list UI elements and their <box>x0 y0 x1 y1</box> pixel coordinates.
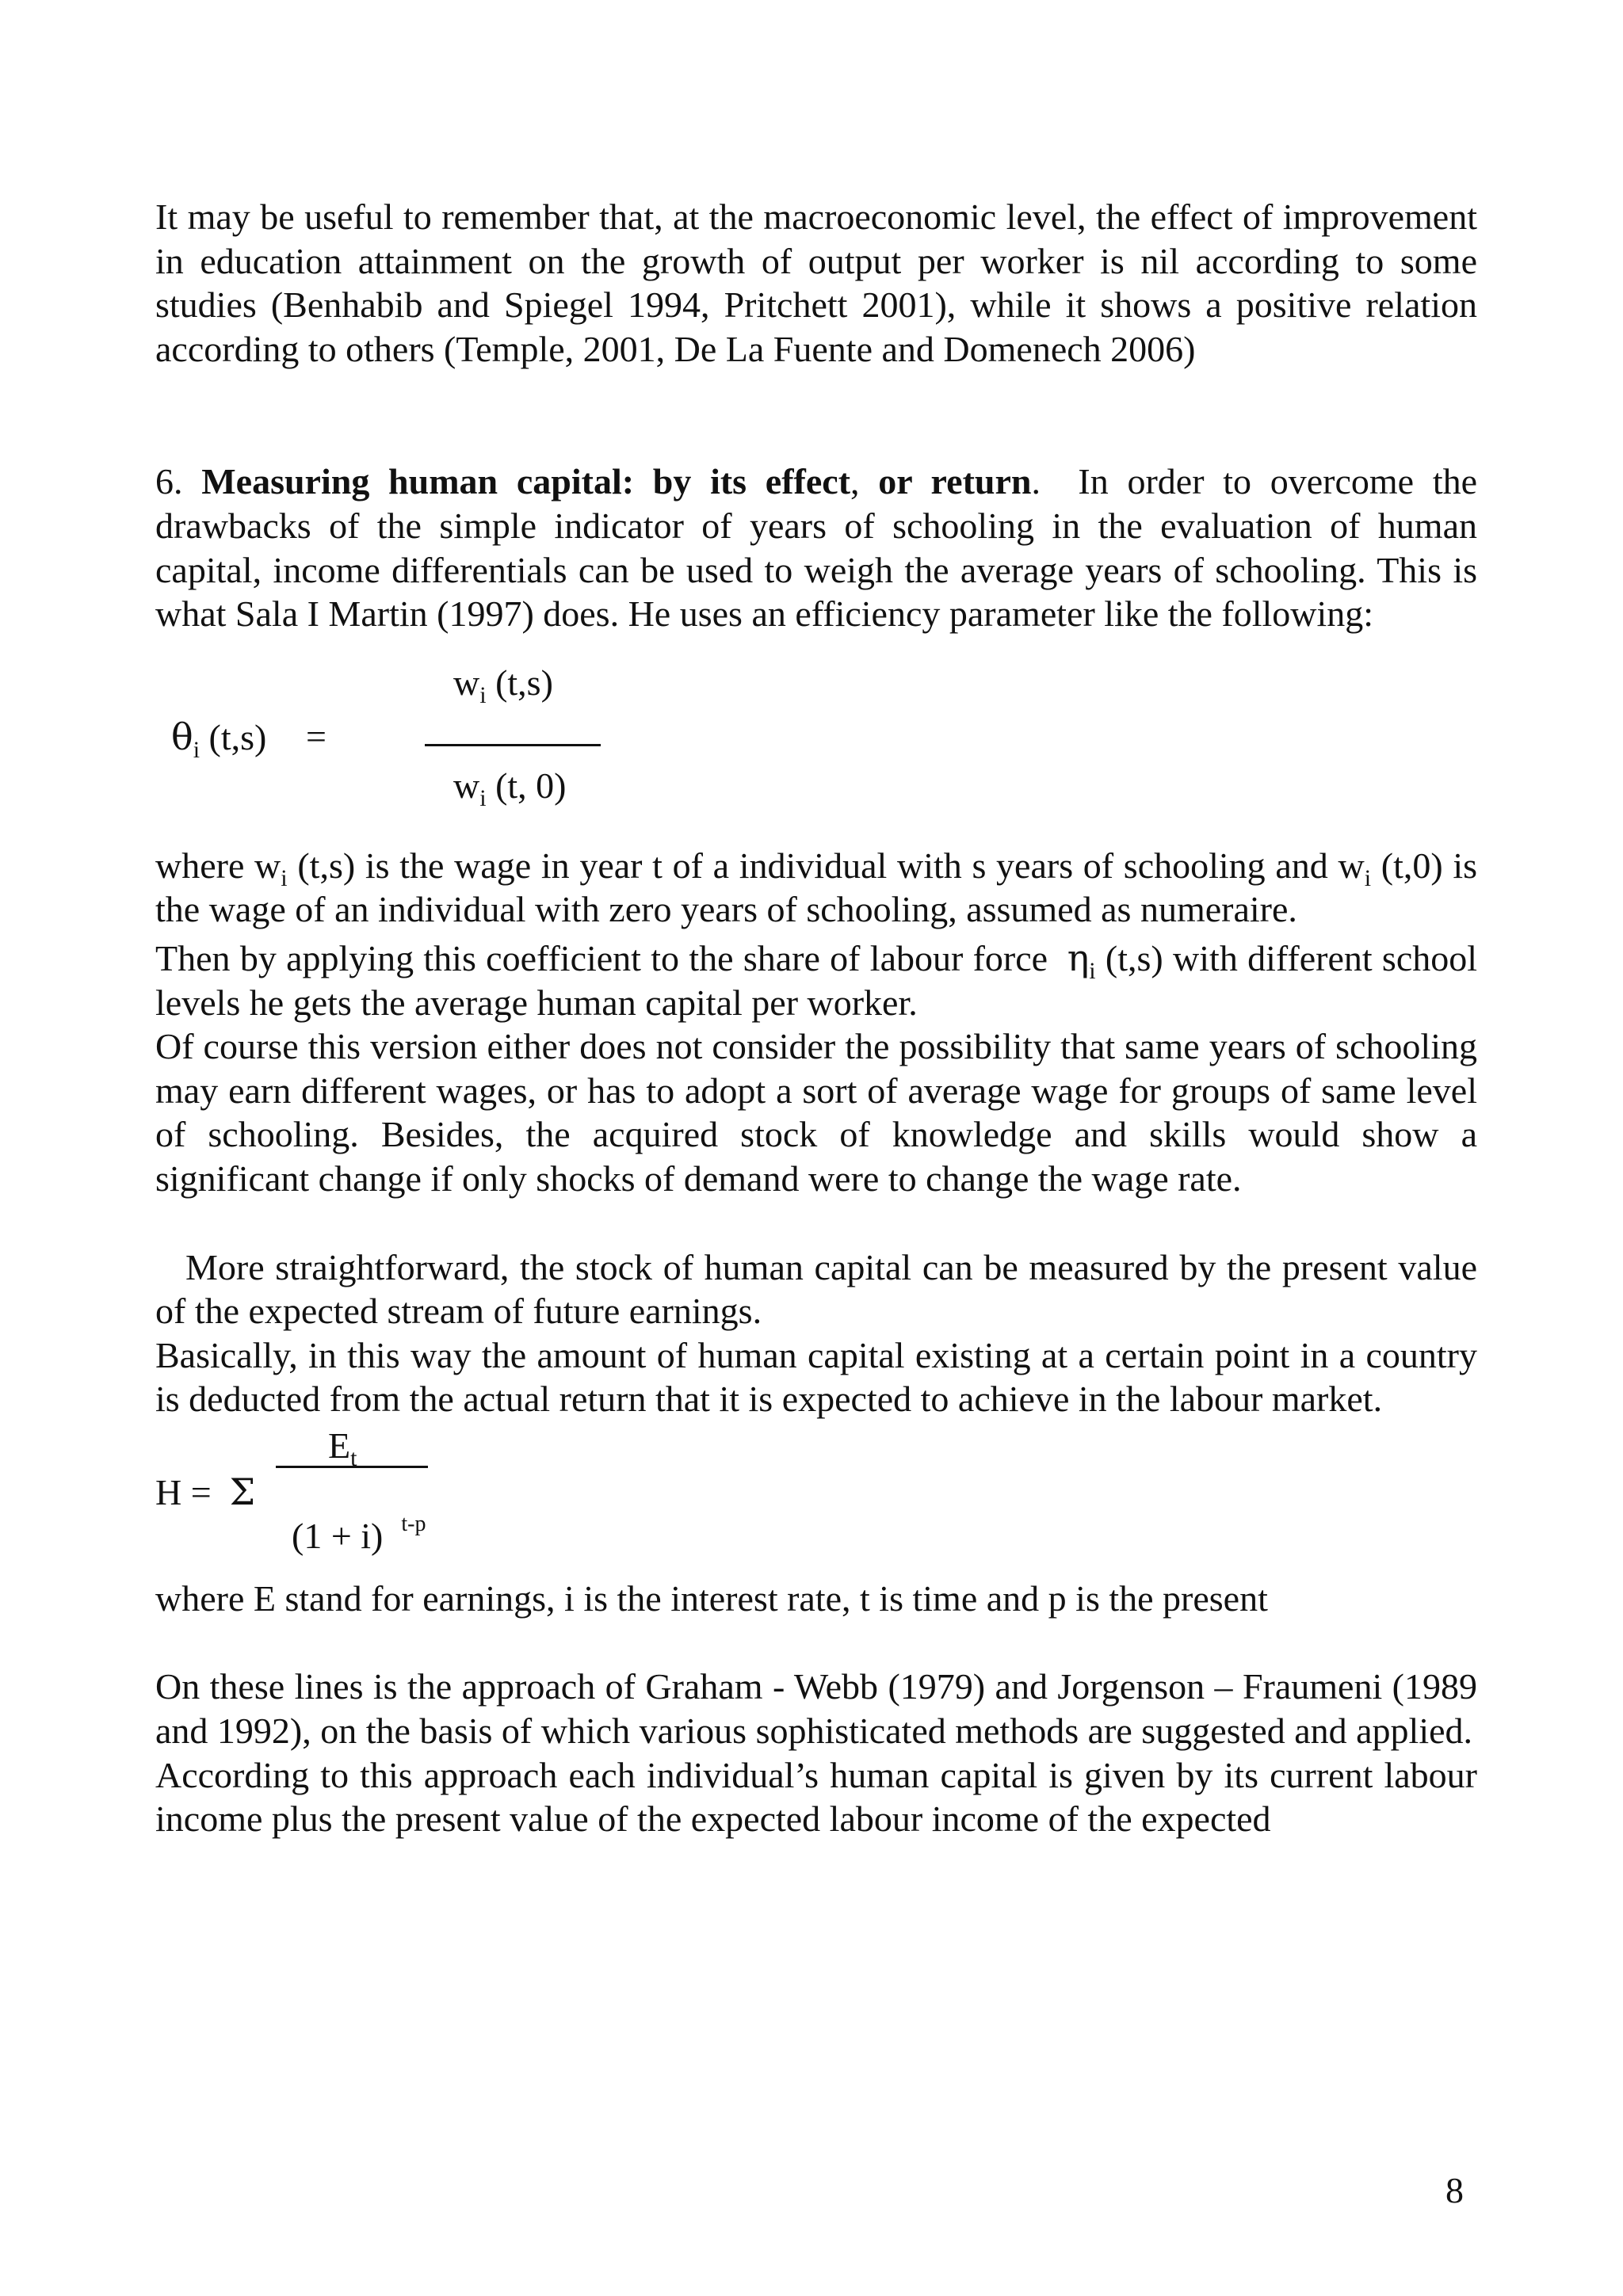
section-heading-part2: or return <box>878 461 1032 502</box>
spacer <box>155 371 1477 460</box>
equation2-numerator <box>328 1425 357 1471</box>
numerator-subscript: t <box>350 1444 357 1471</box>
section-number: 6. <box>155 461 183 502</box>
equals-sign: = <box>306 715 327 757</box>
spacer <box>155 636 1477 647</box>
subscript: i <box>1364 864 1372 891</box>
eta-symbol: η <box>1067 936 1090 979</box>
section-body: In order to overcome the drawbacks of the simple indicator of years of schooling in the evaluation of human capital, income differentials can be used to weigh the average years of schooling. This is what Sala I Martin (1997) does. He uses an efficiency parameter like the following: <box>155 461 1478 635</box>
equation-efficiency-parameter <box>155 647 1477 844</box>
denominator-variable: w <box>453 765 480 806</box>
equation1-lhs <box>171 715 267 763</box>
subscript: i <box>281 864 288 891</box>
section-heading-end: . <box>1031 461 1041 502</box>
section-6-paragraph <box>155 460 1477 635</box>
text-run: Then by applying this coefficient to the share of labour force <box>155 937 1048 978</box>
equation1-denominator <box>453 765 567 811</box>
text-run: (t,0) is the wage of an individual with zero years of schooling, assumed as numeraire. <box>155 845 1478 930</box>
equation2-lhs <box>155 1470 255 1513</box>
equation1-lhs-args: (t,s) <box>208 716 267 757</box>
numerator-subscript: i <box>479 681 487 708</box>
sigma-symbol: Σ <box>229 1470 256 1513</box>
denominator-subscript: i <box>479 784 487 811</box>
h-equals: H = <box>155 1471 212 1512</box>
equation1-lhs-subscript: i <box>193 736 200 763</box>
equation1-numerator <box>453 662 553 708</box>
spacer <box>155 1201 1477 1245</box>
section-heading-separator: , <box>850 461 860 502</box>
denominator-exponent: t-p <box>401 1511 426 1536</box>
spacer <box>155 1620 1477 1665</box>
paragraph-where-earnings: where E stand for earnings, i is the interest rate, t is time and p is the present <box>155 1577 1268 1619</box>
numerator-variable: E <box>328 1425 351 1466</box>
paragraph-then-applying <box>155 936 1477 1024</box>
fraction-bar <box>276 1466 428 1468</box>
equation2-denominator <box>292 1511 426 1557</box>
fraction-bar <box>425 744 601 746</box>
text-run: (t,s) is the wage in year t of a individual with s years of schooling and w <box>297 845 1365 886</box>
text-run: where w <box>155 845 281 886</box>
theta-symbol: θ <box>171 715 193 758</box>
page-content <box>155 195 1477 1841</box>
section-heading-part1: Measuring human capital: by its effect <box>201 461 851 502</box>
denominator-base: (1 + i) <box>292 1515 384 1556</box>
denominator-args: (t, 0) <box>495 765 567 806</box>
text-run: (t,s) with different school levels he gets the average human capital per worker. <box>155 937 1478 1023</box>
subscript: i <box>1089 957 1096 984</box>
paragraph-where-wage <box>155 844 1477 932</box>
numerator-args: (t,s) <box>495 662 553 703</box>
paragraph-straightforward: More straightforward, the stock of human capital can be measured by the present value of the expected stream of future earnings. <box>155 1246 1477 1332</box>
paragraph-according: According to this approach each individual’s human capital is given by its current labour income plus the present value of the expected labour income of the expected <box>155 1754 1477 1840</box>
numerator-variable: w <box>453 662 480 703</box>
paragraph-on-these-lines: On these lines is the approach of Graham - Webb (1979) and Jorgenson – Fraumeni (1989 and 1992), on the basis of which various sophisticated methods are suggested and applied. <box>155 1666 1477 1752</box>
paragraph-basically: Basically, in this way the amount of human capital existing at a certain point in a country is deducted from the actual return that it is expected to achieve in the labour market. <box>155 1334 1477 1420</box>
equation-present-value <box>155 1425 1477 1577</box>
page-number: 8 <box>1445 2170 1464 2210</box>
paragraph-of-course: Of course this version either does not consider the possibility that same years of schooling may earn different wages, or has to adopt a sort of average wage for groups of same level of schooling. Besides, the acquired stock of knowledge and skills would show a significant change if only shocks of demand were to change the wage rate. <box>155 1026 1477 1199</box>
paragraph-intro: It may be useful to remember that, at the macroeconomic level, the effect of improvement in education attainment on the growth of output per worker is nil according to some studies (Benhabib and Spiegel 1994, Pritchett 2001), while it shows a positive relation according to others (Temple, 2001, De La Fuente and Domenech 2006) <box>155 196 1477 369</box>
